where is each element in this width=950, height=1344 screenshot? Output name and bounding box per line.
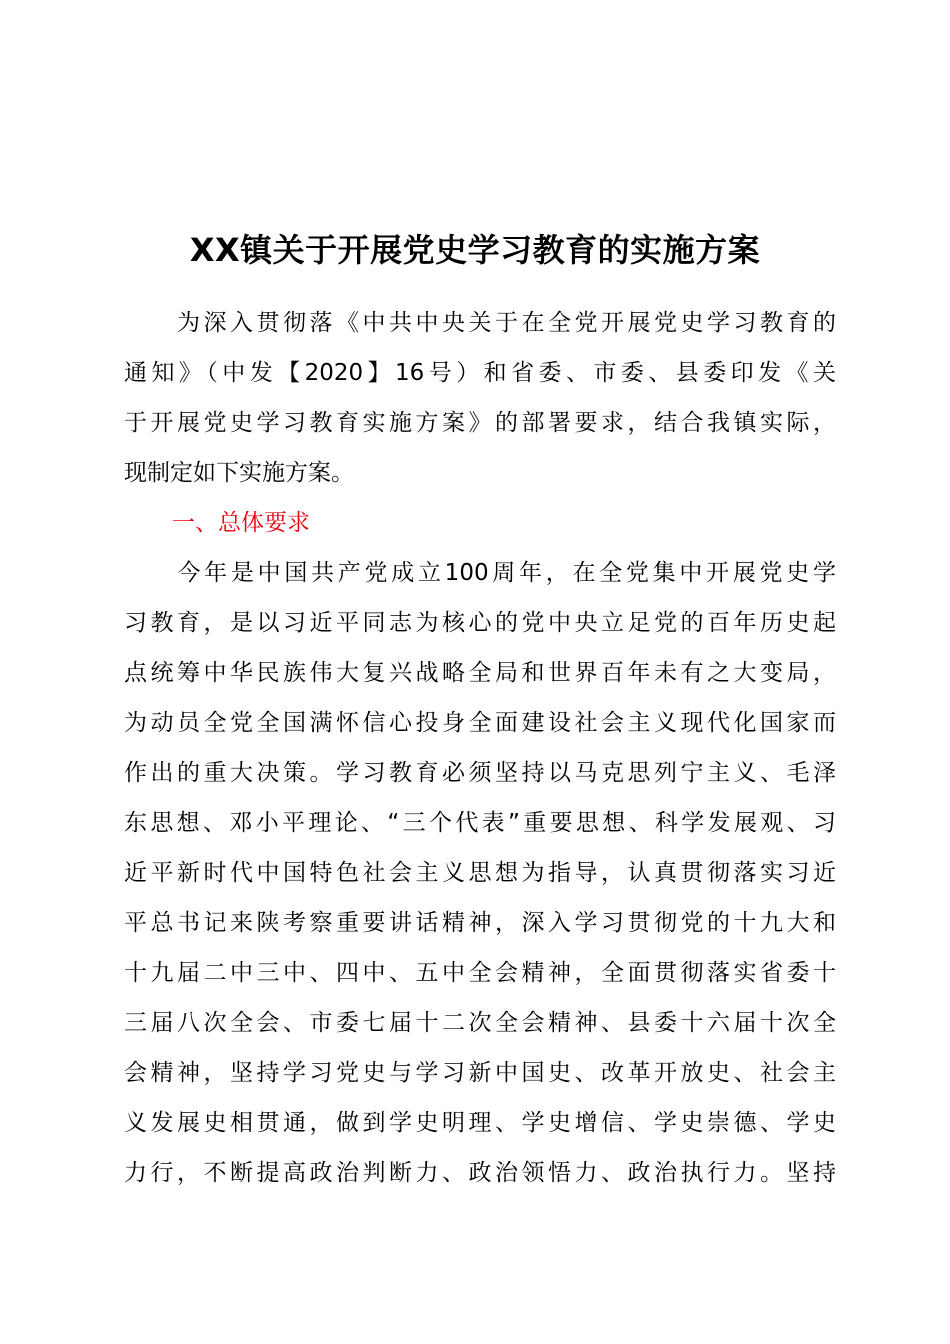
body-line: 点统筹中华民族伟大复兴战略全局和世界百年未有之大变局， [124, 660, 836, 686]
body-line: 近平新时代中国特色社会主义思想为指导，认真贯彻落实习近 [124, 860, 836, 886]
body-line: 会精神，坚持学习党史与学习新中国史、改革开放史、社会主 [124, 1060, 836, 1086]
body-line: 力行，不断提高政治判断力、政治领悟力、政治执行力。坚持 [124, 1160, 836, 1186]
body-line: 今年是中国共产党成立100周年，在全党集中开展党史学 [124, 560, 836, 586]
intro-line: 通知》（中发【2020】16号）和省委、市委、县委印发《关 [124, 360, 836, 386]
body-line: 三届八次全会、市委七届十二次全会精神、县委十六届十次全 [124, 1010, 836, 1036]
intro-line: 为深入贯彻落《中共中央关于在全党开展党史学习教育的 [124, 310, 836, 336]
intro-line: 于开展党史学习教育实施方案》的部署要求，结合我镇实际， [124, 410, 836, 436]
section-heading: 一、总体要求 [172, 510, 310, 536]
body-line: 为动员全党全国满怀信心投身全面建设社会主义现代化国家而 [124, 710, 836, 736]
body-line: 十九届二中三中、四中、五中全会精神，全面贯彻落实省委十 [124, 960, 836, 986]
body-line: 习教育，是以习近平同志为核心的党中央立足党的百年历史起 [124, 610, 836, 636]
body-line: 作出的重大决策。学习教育必须坚持以马克思列宁主义、毛泽 [124, 760, 836, 786]
document-title: XX镇关于开展党史学习教育的实施方案 [189, 231, 761, 269]
body-line: 平总书记来陕考察重要讲话精神，深入学习贯彻党的十九大和 [124, 910, 836, 936]
intro-line: 现制定如下实施方案。 [124, 460, 354, 486]
body-line: 义发展史相贯通，做到学史明理、学史增信、学史崇德、学史 [124, 1110, 836, 1136]
body-line: 东思想、邓小平理论、“三个代表”重要思想、科学发展观、习 [124, 810, 836, 836]
